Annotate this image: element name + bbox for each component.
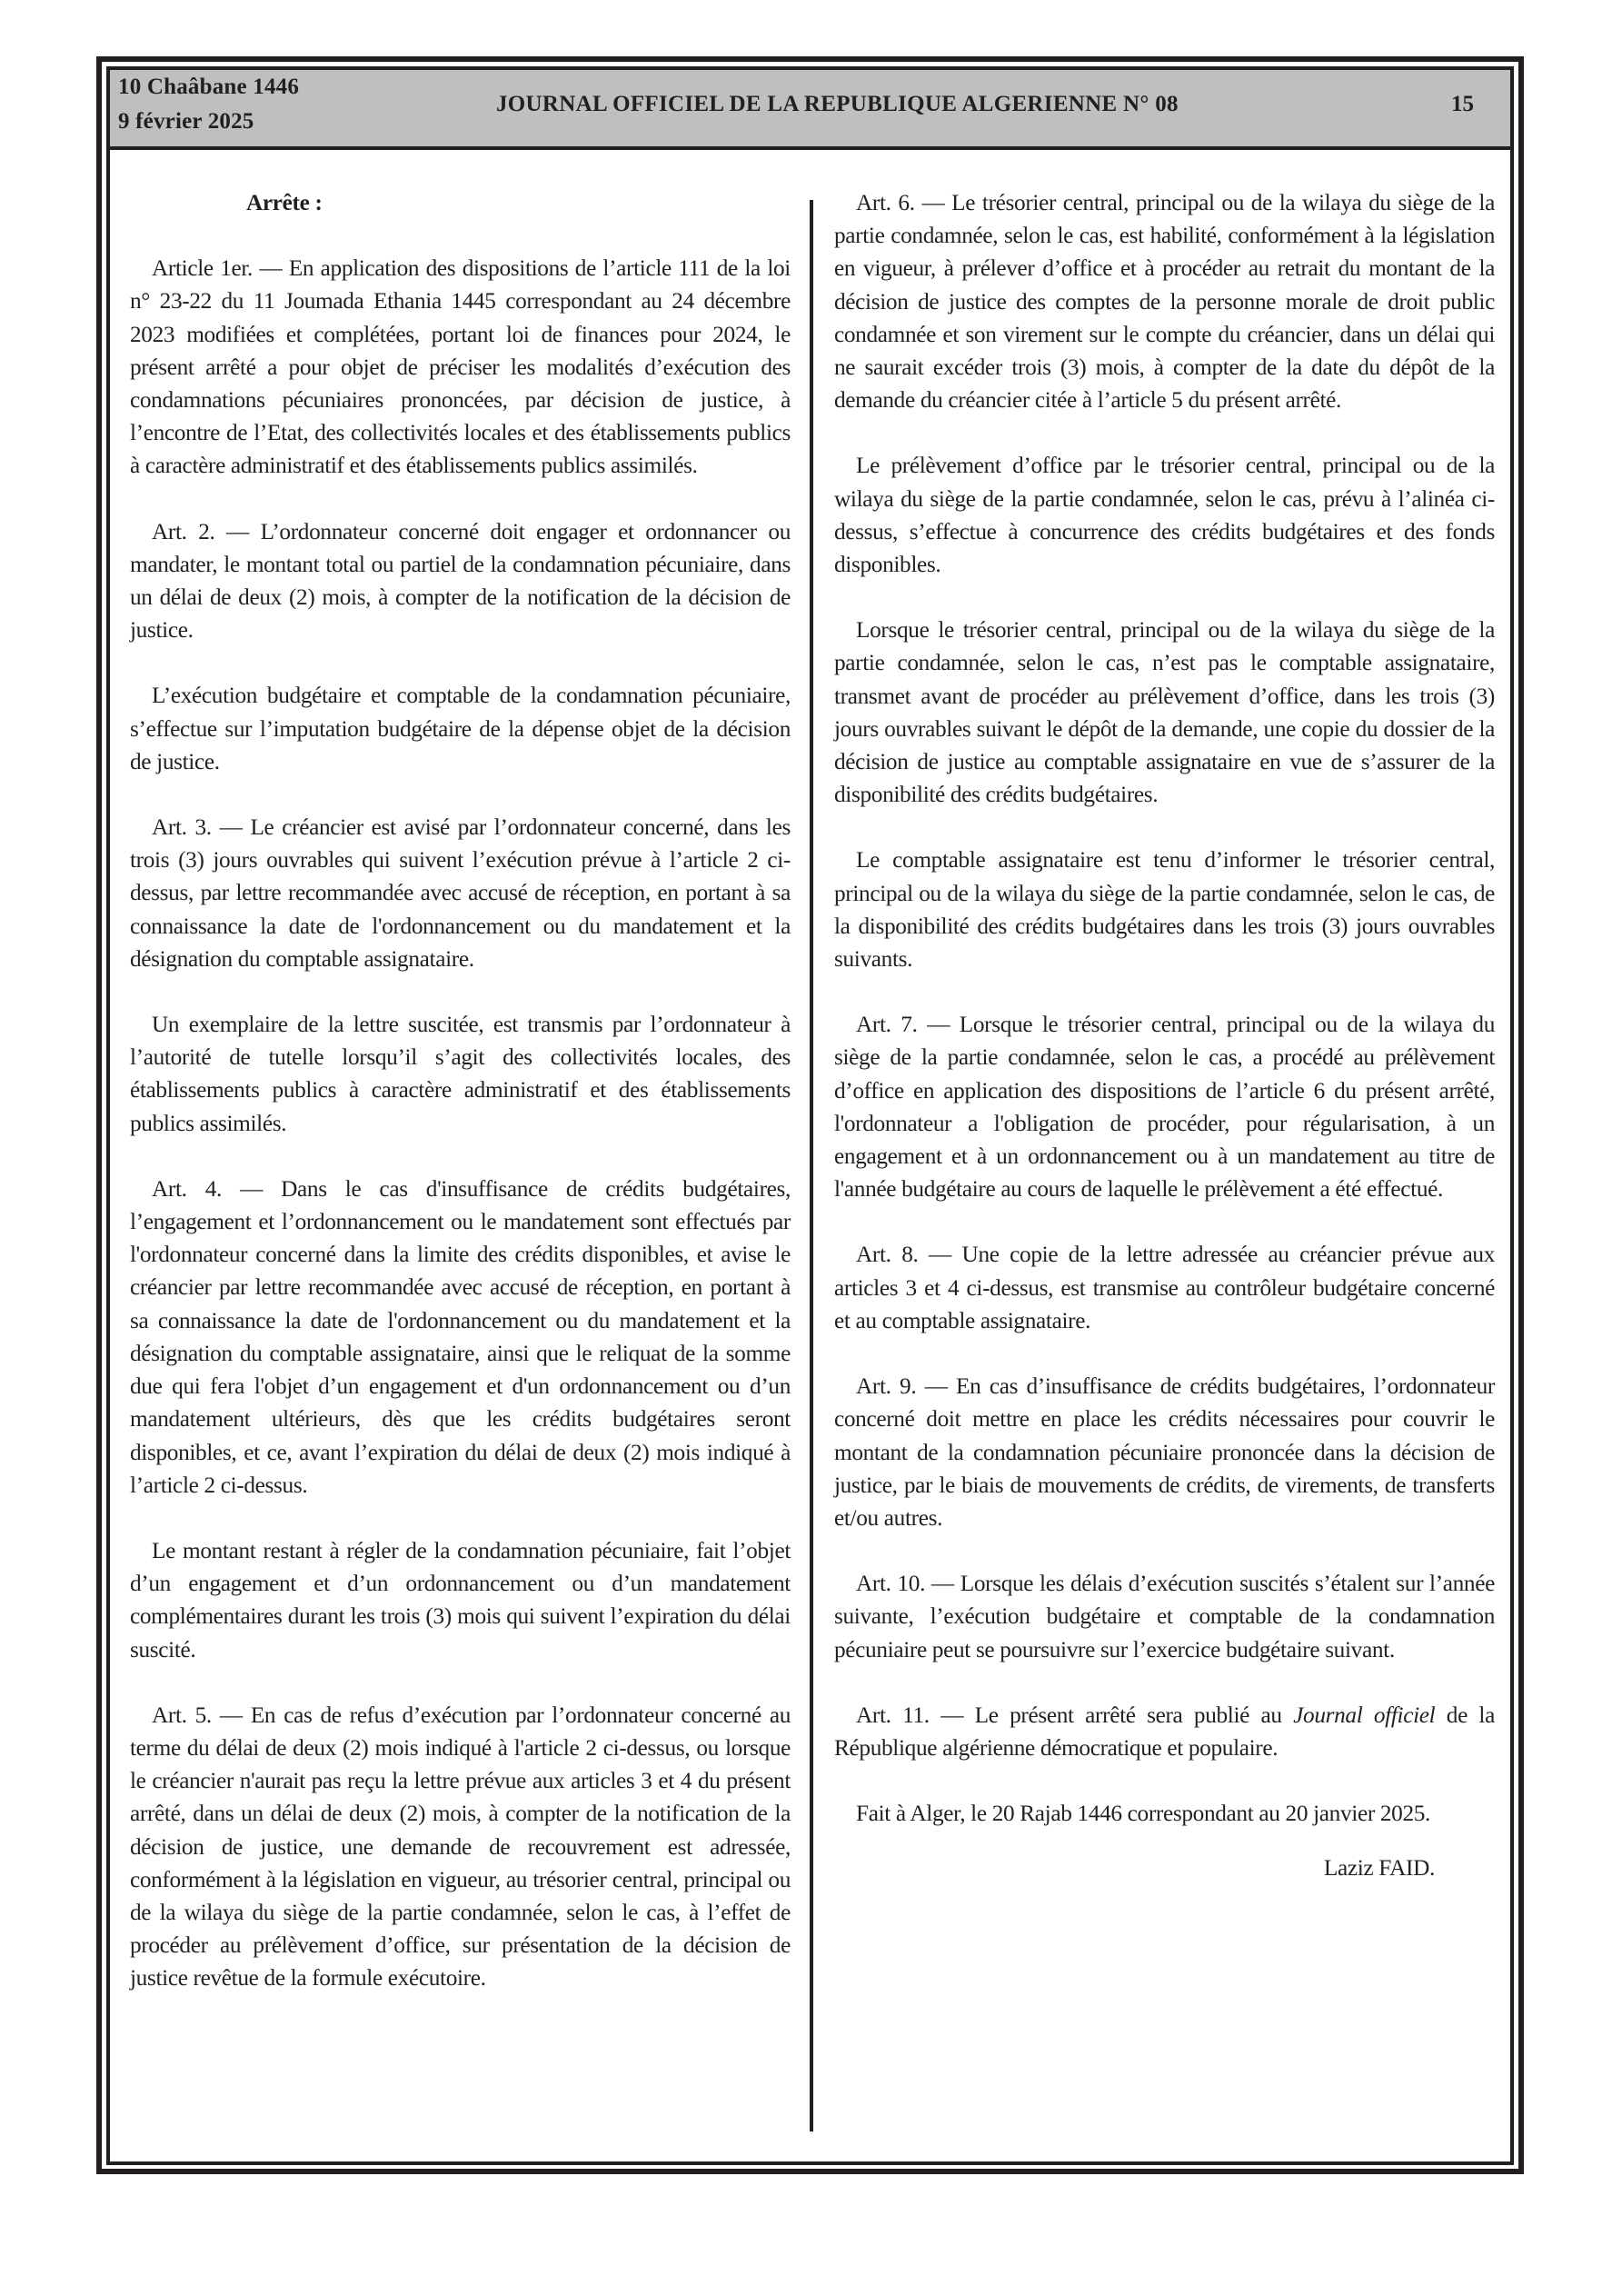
page-number: 15 — [1451, 92, 1474, 116]
left-column — [130, 186, 791, 1995]
article-5: Art. 5. — En cas de refus d’exécution par l’ordonnateur concerné au terme du délai de deux (2) mois indiqué à l'article 2 ci-dessus, ou lorsque le créancier n'aurait pas reçu la lettre prévue aux articles 3 et 4 du présent arrêté, dans un délai de deux (2) mois, à compter de la notification de la décision de justice, une demande de recouvrement est adressée, conformément à la législation en vigueur, au trésorier central, principal ou de la wilaya du siège de la partie condamnée, selon le cas, à l’effet de procéder au prélèvement d’office, sur présentation de la décision de justice revêtue de la formule exécutoire. — [130, 1702, 791, 1992]
journal-title: JOURNAL OFFICIEL DE LA REPUBLIQUE ALGERIENNE N° 08 — [496, 92, 1179, 116]
article-2-paragraph-2: L’exécution budgétaire et comptable de la condamnation pécuniaire, s’effectue sur l’imputation budgétaire de la dépense objet de la décision de justice. — [130, 683, 791, 774]
header-gregorian-date: 9 février 2025 — [118, 109, 254, 134]
article-3-paragraph-2: Un exemplaire de la lettre suscitée, est transmis par l’ordonnateur à l’autorité de tutelle lorsqu’il s’agit des collectivités locales, des établissements publics à caractère administratif et des établissements publics assimilés. — [130, 1012, 791, 1136]
article-11-text: Art. 11. — Le présent arrêté sera publié au — [856, 1702, 1294, 1728]
article-4: Art. 4. — Dans le cas d'insuffisance de crédits budgétaires, l’engagement et l’ordonnancement ou le mandatement sont effectués par l'ordonnateur concerné dans la limite des crédits disponibles, et avise le créancier par lettre recommandée avec accusé de réception, en portant à sa connaissance la date de l'ordonnancement ou du mandatement et la désignation du comptable assignataire, ainsi que le reliquat de la somme due qui fera l'objet d’un engagement et d'un ordonnancement ou d’un mandatement ultérieurs, dès que les crédits budgétaires seront disponibles, et ce, avant l’expiration du délai de deux (2) mois indiqué à l’article 2 ci-dessus. — [130, 1175, 791, 1498]
journal-officiel-italic: Journal officiel — [1293, 1702, 1436, 1728]
article-6-paragraph-3: Lorsque le trésorier central, principal ou de la wilaya du siège de la partie condamnée, selon le cas, n’est pas le comptable assignataire, transmet avant de procéder au prélèvement d’office, dans les trois (3) jours ouvrables suivant le dépôt de la demande, une copie du dossier de la décision de justice au comptable assignataire en vue de s’assurer de la disponibilité des crédits budgétaires. — [834, 617, 1495, 808]
column-divider — [810, 200, 813, 2131]
article-10: Art. 10. — Lorsque les délais d’exécution suscités s’étalent sur l’année suivante, l’exécution budgétaire et comptable de la condamnation pécuniaire peut se poursuivre sur l’exercice budgétaire suivant. — [834, 1571, 1495, 1662]
right-column — [834, 186, 1495, 1885]
done-at-line: Fait à Alger, le 20 Rajab 1446 correspondant au 20 janvier 2025. — [856, 1801, 1431, 1827]
article-7: Art. 7. — Lorsque le trésorier central, principal ou de la wilaya du siège de la partie condamnée, selon le cas, a procédé au prélèvement d’office en application des dispositions de l’article 6 du présent arrêté, l'ordonnateur a l'obligation de procéder, pour régularisation, à un engagement et à un ordonnancement ou à un mandatement au titre de l'année budgétaire au cours de laquelle le prélèvement a été effectué. — [834, 1012, 1495, 1203]
arrete-heading: Arrête : — [246, 190, 323, 215]
article-2: Art. 2. — L’ordonnateur concerné doit engager et ordonnancer ou mandater, le montant total ou partiel de la condamnation pécuniaire, dans un délai de deux (2) mois, à compter de la notification de la décision de justice. — [130, 518, 791, 644]
article-1: Article 1er. — En application des dispositions de l’article 111 de la loi n° 23-22 du 11 Joumada Ethania 1445 correspondant au 24 décembre 2023 modifiées et complétées, portant loi de finances pour 2024, le présent arrêté a pour objet de préciser les modalités d’exécution des condamnations pécuniaires prononcées, par décision de justice, à l’encontre de l’Etat, des collectivités locales et des établissements publics à caractère administratif et des établissements publics assimilés. — [130, 255, 791, 479]
running-header — [110, 70, 1510, 150]
article-6: Art. 6. — Le trésorier central, principal ou de la wilaya du siège de la partie condamnée, selon le cas, est habilité, conformément à la législation en vigueur, à prélever d’office et à procéder au retrait du montant de la décision de justice des comptes de la personne morale de droit public condamnée et son virement sur le compte du créancier, dans un délai qui ne saurait excéder trois (3) mois, à compter de la date du dépôt de la demande du créancier citée à l’article 5 du présent arrêté. — [834, 190, 1495, 414]
article-8: Art. 8. — Une copie de la lettre adressée au créancier prévue aux articles 3 et 4 ci-dessus, est transmise au contrôleur budgétaire concerné et au comptable assignataire. — [834, 1242, 1495, 1333]
article-4-paragraph-2: Le montant restant à régler de la condamnation pécuniaire, fait l’objet d’un engagement et d’un ordonnancement ou d’un mandatement complémentaires durant les trois (3) mois qui suivent l’expiration du délai suscité. — [130, 1537, 791, 1662]
signature: Laziz FAID. — [1323, 1855, 1435, 1882]
article-11 — [834, 1699, 1495, 1764]
article-6-paragraph-2: Le prélèvement d’office par le trésorier central, principal ou de la wilaya du siège de la partie condamnée, selon le cas, prévu à l’alinéa ci-dessus, s’effectue à concurrence des crédits budgétaires et des fonds disponibles. — [834, 453, 1495, 578]
header-hijri-date: 10 Chaâbane 1446 — [118, 75, 300, 99]
article-6-paragraph-4: Le comptable assignataire est tenu d’informer le trésorier central, principal ou de la wilaya du siège de la partie condamnée, selon le cas, de la disponibilité des crédits budgétaires dans les trois (3) jours ouvrables suivants. — [834, 847, 1495, 973]
article-3: Art. 3. — Le créancier est avisé par l’ordonnateur concerné, dans les trois (3) jours ouvrables qui suivent l’exécution prévue à l’article 2 ci-dessus, par lettre recommandée avec accusé de réception, en portant à sa connaissance la date de l'ordonnancement ou du mandatement et la désignation du comptable assignataire. — [130, 814, 791, 972]
article-9: Art. 9. — En cas d’insuffisance de crédits budgétaires, l’ordonnateur concerné doit mettre en place les crédits nécessaires pour couvrir le montant de la condamnation pécuniaire prononcée dans la décision de justice, par le biais de mouvements de crédits, de virements, de transferts et/ou autres. — [834, 1373, 1495, 1531]
article-11-text-end: de la République algérienne démocratique et populaire. — [834, 1702, 1495, 1761]
